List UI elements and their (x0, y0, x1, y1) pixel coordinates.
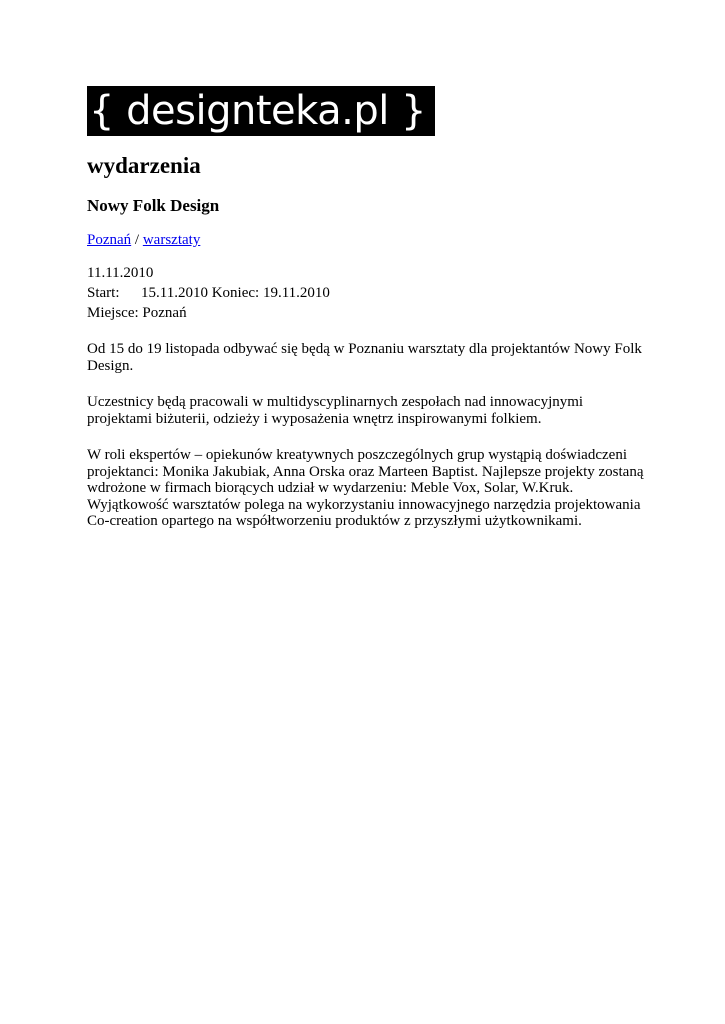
breadcrumb-separator: / (131, 232, 143, 248)
designteka-logo (87, 86, 435, 136)
place-label: Miejsce: (87, 305, 139, 321)
paragraph: Od 15 do 19 listopada odbywać się będą w Poznaniu warsztaty dla projektantów Nowy Folk Design. (87, 341, 642, 374)
logo-text: { designteka.pl } (89, 88, 427, 134)
start-value: 15.11.2010 (141, 285, 208, 301)
breadcrumb-link-city[interactable]: Poznań (87, 232, 132, 248)
paragraph: W roli ekspertów – opiekunów kreatywnych poszczególnych grup wystąpią doświadczeni projektanci: Monika Jakubiak, Anna Orska oraz Marteen Baptist. Najlepsze projekty zostaną wdrożone w firmach biorących udział w wydarzeniu: Meble Vox, Solar, W.Kruk. Wyjątkowość warsztatów polega na wykorzystaniu innowacyjnego narzędzia projektowania Co-creation opartego na współtworzeniu produktów z przyszłymi użytkownikami. (87, 447, 644, 529)
event-meta (87, 263, 330, 323)
start-label: Start: (87, 285, 120, 301)
event-dates-row (87, 283, 330, 303)
event-date-row (87, 263, 330, 283)
event-place-row (87, 303, 330, 323)
paragraph: Uczestnicy będą pracowali w multidyscyplinarnych zespołach nad innowacyjnymi projektami biżuterii, odzieży i wyposażenia wnętrz inspirowanymi folkiem. (87, 394, 584, 427)
end-value: 19.11.2010 (262, 285, 330, 301)
breadcrumb (87, 230, 200, 250)
breadcrumb-link-category[interactable]: warsztaty (142, 232, 201, 248)
article-body (87, 341, 647, 550)
end-label: Koniec: (211, 285, 260, 301)
event-date: 11.11.2010 (87, 265, 154, 281)
place-value: Poznań (142, 305, 187, 321)
article-title: Nowy Folk Design (87, 196, 220, 215)
section-title: wydarzenia (87, 153, 201, 178)
